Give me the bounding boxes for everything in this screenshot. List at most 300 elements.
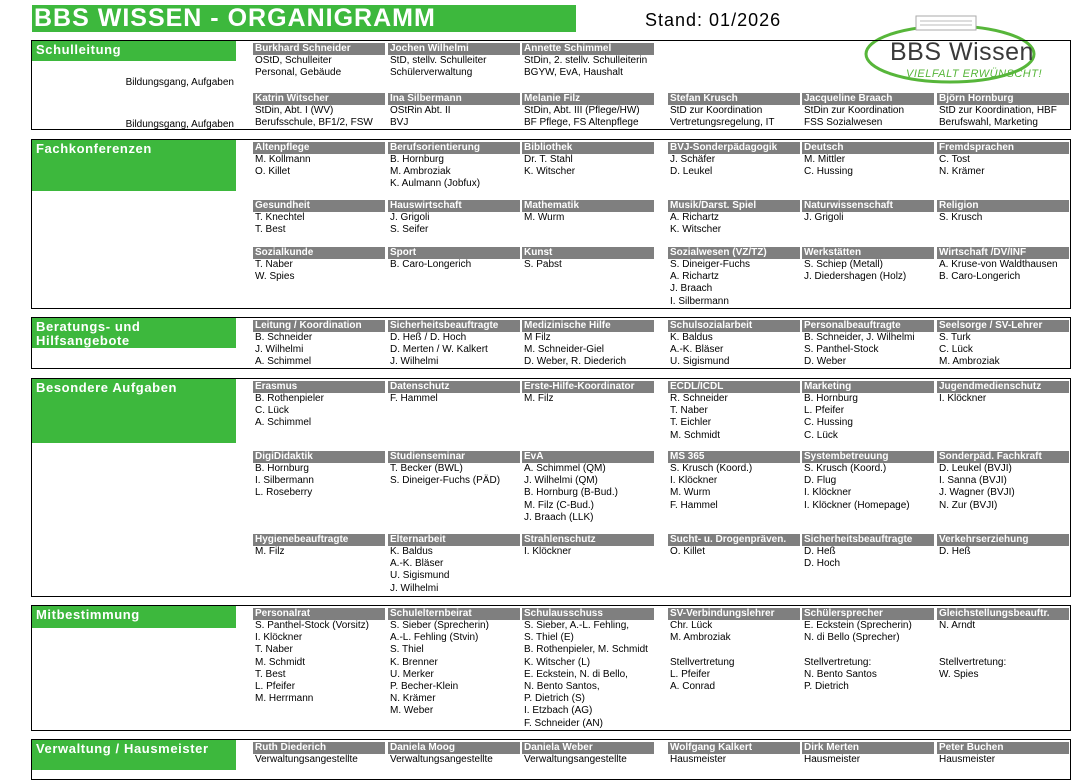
cell-heading: Björn Hornburg — [937, 93, 1069, 105]
org-cell — [668, 534, 800, 558]
org-cell — [522, 534, 654, 558]
cell-heading: Jochen Wilhelmi — [388, 43, 520, 55]
org-cell — [937, 142, 1069, 178]
cell-line: T. Naber — [670, 405, 708, 417]
cell-line: StDin, Abt. I (WV) — [255, 105, 334, 116]
cell-line: I. Klöckner — [255, 632, 303, 644]
logo-tagline: VIELFALT ERWÜNSCHT! — [906, 68, 1043, 80]
cell-line: A. Richartz — [670, 271, 719, 283]
cell-line: O. Killet — [255, 166, 291, 178]
cell-heading: Daniela Weber — [522, 742, 654, 754]
org-cell — [668, 742, 800, 766]
org-cell — [937, 534, 1069, 558]
cell-line: M. Schmidt — [670, 429, 721, 441]
cell-line: D. Weber — [804, 356, 847, 368]
org-cell — [253, 381, 385, 430]
cell-line: S. Dineiger-Fuchs — [670, 259, 751, 270]
org-cell — [937, 200, 1069, 224]
cell-line: N. Bento Santos — [804, 668, 877, 680]
org-cell — [388, 43, 520, 79]
cell-line: I. Silbermann — [255, 475, 314, 487]
cell-line: StDin zur Koordination — [804, 105, 905, 116]
cell-heading: Sucht- u. Drogenpräven. — [668, 534, 800, 546]
cell-line: M. Filz — [255, 546, 285, 557]
cell-line: N. Bento Santos, — [524, 681, 600, 693]
cell-line: D. Heß — [804, 546, 836, 557]
cell-line: BVJ — [390, 117, 409, 129]
org-cell — [802, 93, 934, 129]
org-cell — [937, 247, 1069, 283]
cell-line: Verwaltungsangestellte — [255, 754, 358, 765]
org-cell — [388, 93, 520, 129]
cell-heading: Verkehrserziehung — [937, 534, 1069, 546]
cell-line: K. Brenner — [390, 656, 438, 668]
cell-line: M. Filz (C-Bud.) — [524, 499, 594, 511]
cell-line: T. Best — [255, 668, 286, 680]
cell-heading: Datenschutz — [388, 381, 520, 393]
cell-line: B. Caro-Longerich — [939, 271, 1021, 283]
org-cell — [668, 608, 800, 693]
cell-line: Vertretungsregelung, IT — [670, 117, 775, 129]
cell-heading: Medizinische Hilfe — [522, 320, 654, 332]
cell-line: A. Richartz — [670, 212, 719, 223]
cell-line: A. Schimmel — [255, 417, 312, 429]
section-label: Beratungs- und Hilfsangebote — [32, 318, 236, 348]
org-cell — [802, 320, 934, 369]
cell-line: B. Schneider — [255, 332, 313, 343]
row-label: Bildungsgang, Aufgaben — [125, 119, 234, 130]
cell-line: Schülerverwaltung — [390, 67, 473, 79]
cell-line: D. Hoch — [804, 558, 841, 570]
org-cell — [388, 247, 520, 271]
cell-heading: Elternarbeit — [388, 534, 520, 546]
cell-line: J. Grigoli — [390, 212, 430, 223]
cell-line: B. Hornburg — [804, 393, 858, 404]
cell-line — [802, 644, 934, 656]
cell-heading: Burkhard Schneider — [253, 43, 385, 55]
cell-line: T. Knechtel — [255, 212, 305, 223]
cell-line: J. Wilhelmi — [390, 582, 439, 594]
org-cell — [388, 320, 520, 369]
cell-line: Stellvertretung — [670, 656, 735, 668]
org-cell — [668, 142, 800, 178]
cell-line: J. Braach (LLK) — [524, 511, 594, 523]
org-cell — [253, 43, 385, 79]
org-cell — [522, 451, 654, 524]
cell-line: L. Roseberry — [255, 487, 313, 499]
cell-line: K. Baldus — [390, 546, 433, 557]
cell-heading: Daniela Moog — [388, 742, 520, 754]
cell-line: P. Dietrich — [804, 681, 849, 693]
org-cell — [522, 608, 654, 730]
cell-heading: Altenpflege — [253, 142, 385, 154]
cell-heading: Studienseminar — [388, 451, 520, 463]
org-cell — [668, 93, 800, 129]
cell-line: BGYW, EvA, Haushalt — [524, 67, 623, 79]
section-verwaltung — [31, 739, 1071, 780]
cell-heading: Fremdsprachen — [937, 142, 1069, 154]
cell-line: M. Ambroziak — [939, 356, 1000, 368]
cell-line: T. Best — [255, 224, 286, 236]
cell-line: L. Pfeifer — [255, 681, 296, 693]
cell-heading: SV-Verbindungslehrer — [668, 608, 800, 620]
cell-line: Verwaltungsangestellte — [390, 754, 493, 765]
cell-heading: Ruth Diederich — [253, 742, 385, 754]
org-cell — [253, 608, 385, 705]
cell-line: U. Sigismund — [390, 570, 450, 582]
org-cell — [802, 381, 934, 442]
cell-heading: DigiDidaktik — [253, 451, 385, 463]
cell-line: F. Hammel — [670, 499, 718, 511]
cell-heading: Bibliothek — [522, 142, 654, 154]
cell-line: J. Braach — [670, 283, 713, 295]
page-title: BBS WISSEN - ORGANIGRAMM — [34, 4, 436, 32]
cell-heading: Sozialwesen (VZ/TZ) — [668, 247, 800, 259]
row-label: Bildungsgang, Aufgaben — [125, 77, 234, 88]
cell-heading: Peter Buchen — [937, 742, 1069, 754]
cell-line: Berufswahl, Marketing — [939, 117, 1038, 129]
cell-line: N. di Bello (Sprecher) — [804, 632, 900, 644]
cell-heading: Leitung / Koordination — [253, 320, 385, 332]
cell-heading: Sicherheitsbeauftragte — [388, 320, 520, 332]
cell-line: L. Pfeifer — [804, 405, 845, 417]
org-cell — [522, 142, 654, 178]
cell-heading: Wolfgang Kalkert — [668, 742, 800, 754]
cell-line: Personal, Gebäude — [255, 67, 342, 79]
cell-line: D. Heß — [939, 546, 971, 557]
cell-heading: Dirk Merten — [802, 742, 934, 754]
cell-heading: Sport — [388, 247, 520, 259]
org-cell — [802, 742, 934, 766]
org-cell — [253, 247, 385, 283]
org-cell — [522, 742, 654, 766]
cell-line: S. Panthel-Stock — [804, 344, 879, 356]
cell-line: T. Eichler — [670, 417, 712, 429]
cell-line — [668, 644, 800, 656]
cell-line: S. Pabst — [524, 259, 562, 270]
cell-line: J. Wagner (BVJI) — [939, 487, 1015, 499]
cell-heading: Mathematik — [522, 200, 654, 212]
org-cell — [253, 142, 385, 178]
cell-line: K. Aulmann (Jobfux) — [390, 178, 481, 190]
cell-heading: MS 365 — [668, 451, 800, 463]
cell-line: S. Thiel — [390, 644, 424, 656]
org-cell — [388, 534, 520, 595]
org-cell — [668, 200, 800, 236]
cell-line: I. Klöckner — [804, 487, 852, 499]
cell-line: R. Schneider — [670, 393, 728, 404]
cell-heading: Stefan Krusch — [668, 93, 800, 105]
org-cell — [802, 200, 934, 224]
cell-heading: Schulausschuss — [522, 608, 654, 620]
cell-heading: Ina Silbermann — [388, 93, 520, 105]
org-cell — [668, 381, 800, 442]
cell-line: M. Wurm — [524, 212, 565, 223]
org-cell — [802, 247, 934, 283]
cell-line: I. Silbermann — [670, 295, 729, 307]
cell-heading: Kunst — [522, 247, 654, 259]
cell-line: F. Schneider (AN) — [524, 717, 603, 729]
cell-line: K. Baldus — [670, 332, 713, 343]
org-cell — [388, 742, 520, 766]
cell-heading: Berufsorientierung — [388, 142, 520, 154]
section-label: Fachkonferenzen — [32, 140, 236, 191]
cell-line: A. Conrad — [670, 681, 716, 693]
cell-line: I. Sanna (BVJI) — [939, 475, 1007, 487]
cell-line: J. Wilhelmi (QM) — [524, 475, 598, 487]
org-cell — [668, 247, 800, 308]
stand-date: Stand: 01/2026 — [645, 10, 782, 30]
cell-line: Hausmeister — [670, 754, 727, 765]
cell-heading: EvA — [522, 451, 654, 463]
org-cell — [802, 451, 934, 512]
cell-line: StDin, Abt. III (Pflege/HW) — [524, 105, 640, 116]
cell-line: A. Kruse-von Waldthausen — [939, 259, 1058, 270]
cell-line: N. Zur (BVJI) — [939, 499, 998, 511]
org-cell — [253, 320, 385, 369]
section-schulleitung — [31, 40, 1071, 130]
cell-line: M. Wurm — [670, 487, 711, 499]
cell-heading: Strahlenschutz — [522, 534, 654, 546]
cell-line: BF Pflege, FS Altenpflege — [524, 117, 639, 129]
org-cell — [802, 142, 934, 178]
org-cell — [668, 320, 800, 369]
cell-line: B. Hornburg — [255, 463, 309, 474]
org-cell — [802, 534, 934, 570]
cell-line: B. Rothenpieler — [255, 393, 324, 404]
cell-heading: Hygienebeauftragte — [253, 534, 385, 546]
cell-heading: Personalbeauftragte — [802, 320, 934, 332]
org-cell — [388, 451, 520, 487]
cell-line: S. Sieber, A.-L. Fehling, — [524, 620, 630, 631]
cell-line: P. Dietrich (S) — [524, 693, 585, 705]
title-bar — [32, 5, 576, 32]
cell-line — [937, 632, 1069, 644]
cell-line: C. Lück — [255, 405, 289, 417]
org-cell — [522, 247, 654, 271]
cell-line: OStRin Abt. II — [390, 105, 451, 116]
org-cell — [937, 742, 1069, 766]
org-cell — [388, 381, 520, 405]
cell-line: S. Krusch (Koord.) — [670, 463, 753, 474]
org-cell — [388, 142, 520, 191]
cell-line: Stellvertretung: — [939, 656, 1007, 668]
section-besondere — [31, 378, 1071, 597]
cell-heading: Jacqueline Braach — [802, 93, 934, 105]
cell-line: U. Sigismund — [670, 356, 730, 368]
org-cell — [388, 200, 520, 236]
cell-line: S. Seifer — [390, 224, 429, 236]
cell-line: B. Schneider, J. Wilhelmi — [804, 332, 915, 343]
cell-line: M. Ambroziak — [670, 632, 731, 644]
org-cell — [937, 320, 1069, 369]
cell-line: S. Krusch — [939, 212, 983, 223]
cell-line: I. Klöckner — [670, 475, 718, 487]
cell-line: B. Caro-Longerich — [390, 259, 472, 270]
cell-line: T. Naber — [255, 259, 293, 270]
cell-line: E. Eckstein (Sprecherin) — [804, 620, 912, 631]
cell-line: OStD, Schulleiter — [255, 55, 332, 66]
cell-line: M. Schmidt — [255, 656, 306, 668]
cell-line: StD zur Koordination, HBF — [939, 105, 1057, 116]
cell-line: K. Witscher — [670, 224, 722, 236]
cell-heading: Sonderpäd. Fachkraft — [937, 451, 1069, 463]
cell-heading: Deutsch — [802, 142, 934, 154]
cell-line: J. Diedershagen (Holz) — [804, 271, 907, 283]
cell-line: S. Turk — [939, 332, 971, 343]
cell-heading: Personalrat — [253, 608, 385, 620]
cell-line: D. Leukel (BVJI) — [939, 463, 1012, 474]
cell-line: J. Wilhelmi — [255, 344, 304, 356]
cell-line: J. Schäfer — [670, 154, 716, 165]
cell-line: D. Weber, R. Diederich — [524, 356, 627, 368]
cell-line: M. Schneider-Giel — [524, 344, 605, 356]
cell-line: Dr. T. Stahl — [524, 154, 573, 165]
cell-heading: Seelsorge / SV-Lehrer — [937, 320, 1069, 332]
cell-line: I. Etzbach (AG) — [524, 705, 593, 717]
cell-line: P. Becher-Klein — [390, 681, 459, 693]
cell-line: C. Hussing — [804, 166, 853, 178]
cell-heading: Naturwissenschaft — [802, 200, 934, 212]
cell-line: S. Thiel (E) — [524, 632, 574, 644]
cell-line: M. Filz — [524, 393, 554, 404]
cell-line: J. Wilhelmi — [390, 356, 439, 368]
org-cell — [937, 381, 1069, 405]
org-cell — [522, 320, 654, 369]
cell-line: C. Lück — [939, 344, 973, 356]
cell-heading: BVJ-Sonderpädagogik — [668, 142, 800, 154]
cell-heading: Erasmus — [253, 381, 385, 393]
cell-line: Stellvertretung: — [804, 656, 872, 668]
cell-heading: Sicherheitsbeauftragte — [802, 534, 934, 546]
cell-heading: Melanie Filz — [522, 93, 654, 105]
cell-line: W. Spies — [255, 271, 295, 283]
org-cell — [802, 608, 934, 693]
cell-line: B. Hornburg (B-Bud.) — [524, 487, 618, 499]
cell-heading: Musik/Darst. Spiel — [668, 200, 800, 212]
cell-line: StD zur Koordination — [670, 105, 763, 116]
org-cell — [937, 93, 1069, 129]
cell-heading: Schulsozialarbeit — [668, 320, 800, 332]
org-cell — [253, 200, 385, 236]
org-cell — [253, 534, 385, 558]
cell-line: D. Leukel — [670, 166, 713, 178]
section-beratung — [31, 317, 1071, 369]
cell-line: M. Ambroziak — [390, 166, 451, 178]
cell-heading: Marketing — [802, 381, 934, 393]
cell-line: B. Rothenpieler, M. Schmidt — [524, 644, 648, 656]
cell-line: S. Dineiger-Fuchs (PÄD) — [390, 475, 501, 487]
cell-line: I. Klöckner (Homepage) — [804, 499, 910, 511]
section-label: Schulleitung — [32, 41, 236, 61]
cell-line: F. Hammel — [390, 393, 438, 404]
cell-line: N. Krämer — [939, 166, 985, 178]
cell-line: J. Grigoli — [804, 212, 844, 223]
cell-line: I. Klöckner — [524, 546, 572, 557]
cell-line: C. Tost — [939, 154, 970, 165]
cell-line: S. Panthel-Stock (Vorsitz) — [255, 620, 369, 631]
cell-line: Verwaltungsangestellte — [524, 754, 627, 765]
cell-line: D. Flug — [804, 475, 837, 487]
org-cell — [522, 381, 654, 405]
cell-line: Berufsschule, BF1/2, FSW — [255, 117, 373, 129]
cell-line: C. Lück — [804, 429, 838, 441]
section-mitbestimmung — [31, 605, 1071, 731]
cell-line: D. Merten / W. Kalkert — [390, 344, 488, 356]
cell-line: StD, stellv. Schulleiter — [390, 55, 487, 66]
cell-line: I. Klöckner — [939, 393, 987, 404]
section-label: Mitbestimmung — [32, 606, 236, 628]
cell-line: S. Schiep (Metall) — [804, 259, 883, 270]
section-label: Verwaltung / Hausmeister — [32, 740, 236, 770]
cell-line: E. Eckstein, N. di Bello, — [524, 668, 628, 680]
cell-line: StDin, 2. stellv. Schulleiterin — [524, 55, 648, 66]
cell-line: A. Schimmel — [255, 356, 312, 368]
logo-wordmark: BBS Wissen — [890, 38, 1034, 66]
cell-line: N. Arndt — [939, 620, 976, 631]
cell-heading: ECDL/ICDL — [668, 381, 800, 393]
cell-line: A.-K. Bläser — [390, 558, 444, 570]
org-cell — [253, 742, 385, 766]
cell-line: K. Witscher — [524, 166, 576, 178]
cell-line — [937, 644, 1069, 656]
cell-heading: Gesundheit — [253, 200, 385, 212]
cell-heading: Jugendmedienschutz — [937, 381, 1069, 393]
cell-heading: Religion — [937, 200, 1069, 212]
cell-heading: Sozialkunde — [253, 247, 385, 259]
cell-line: S. Krusch (Koord.) — [804, 463, 887, 474]
cell-heading: Gleichstellungsbeauftr. — [937, 608, 1069, 620]
cell-heading: Schulelternbeirat — [388, 608, 520, 620]
cell-line: D. Heß / D. Hoch — [390, 332, 467, 343]
cell-heading: Annette Schimmel — [522, 43, 654, 55]
cell-line: A. Schimmel (QM) — [524, 463, 606, 474]
cell-line: T. Naber — [255, 644, 293, 656]
cell-heading: Werkstätten — [802, 247, 934, 259]
cell-line: B. Hornburg — [390, 154, 444, 165]
section-label: Besondere Aufgaben — [32, 379, 236, 443]
cell-line: Chr. Lück — [670, 620, 713, 631]
org-cell — [937, 608, 1069, 681]
cell-line: U. Merker — [390, 668, 434, 680]
cell-line: A.-K. Bläser — [670, 344, 724, 356]
cell-line: N. Krämer — [390, 693, 436, 705]
org-cell — [253, 93, 385, 129]
cell-line: FSS Sozialwesen — [804, 117, 883, 129]
org-cell — [253, 451, 385, 500]
cell-line: M. Kollmann — [255, 154, 311, 165]
cell-line: A.-L. Fehling (Stvin) — [390, 632, 479, 644]
cell-line: L. Pfeifer — [670, 668, 711, 680]
cell-line: C. Hussing — [804, 417, 853, 429]
section-fachkonferenzen — [31, 139, 1071, 309]
cell-line: O. Killet — [670, 546, 706, 557]
org-cell — [388, 608, 520, 718]
cell-heading: Wirtschaft /DV/INF — [937, 247, 1069, 259]
cell-heading: Erste-Hilfe-Koordinator — [522, 381, 654, 393]
cell-line: T. Becker (BWL) — [390, 463, 463, 474]
cell-heading: Schülersprecher — [802, 608, 934, 620]
cell-line: Hausmeister — [939, 754, 996, 765]
org-cell — [668, 451, 800, 512]
cell-line: M. Weber — [390, 705, 434, 717]
cell-heading: Katrin Witscher — [253, 93, 385, 105]
org-cell — [522, 93, 654, 129]
org-cell — [522, 200, 654, 224]
cell-line: K. Witscher (L) — [524, 656, 591, 668]
cell-line: M Filz — [524, 332, 551, 343]
cell-heading: Systembetreuung — [802, 451, 934, 463]
